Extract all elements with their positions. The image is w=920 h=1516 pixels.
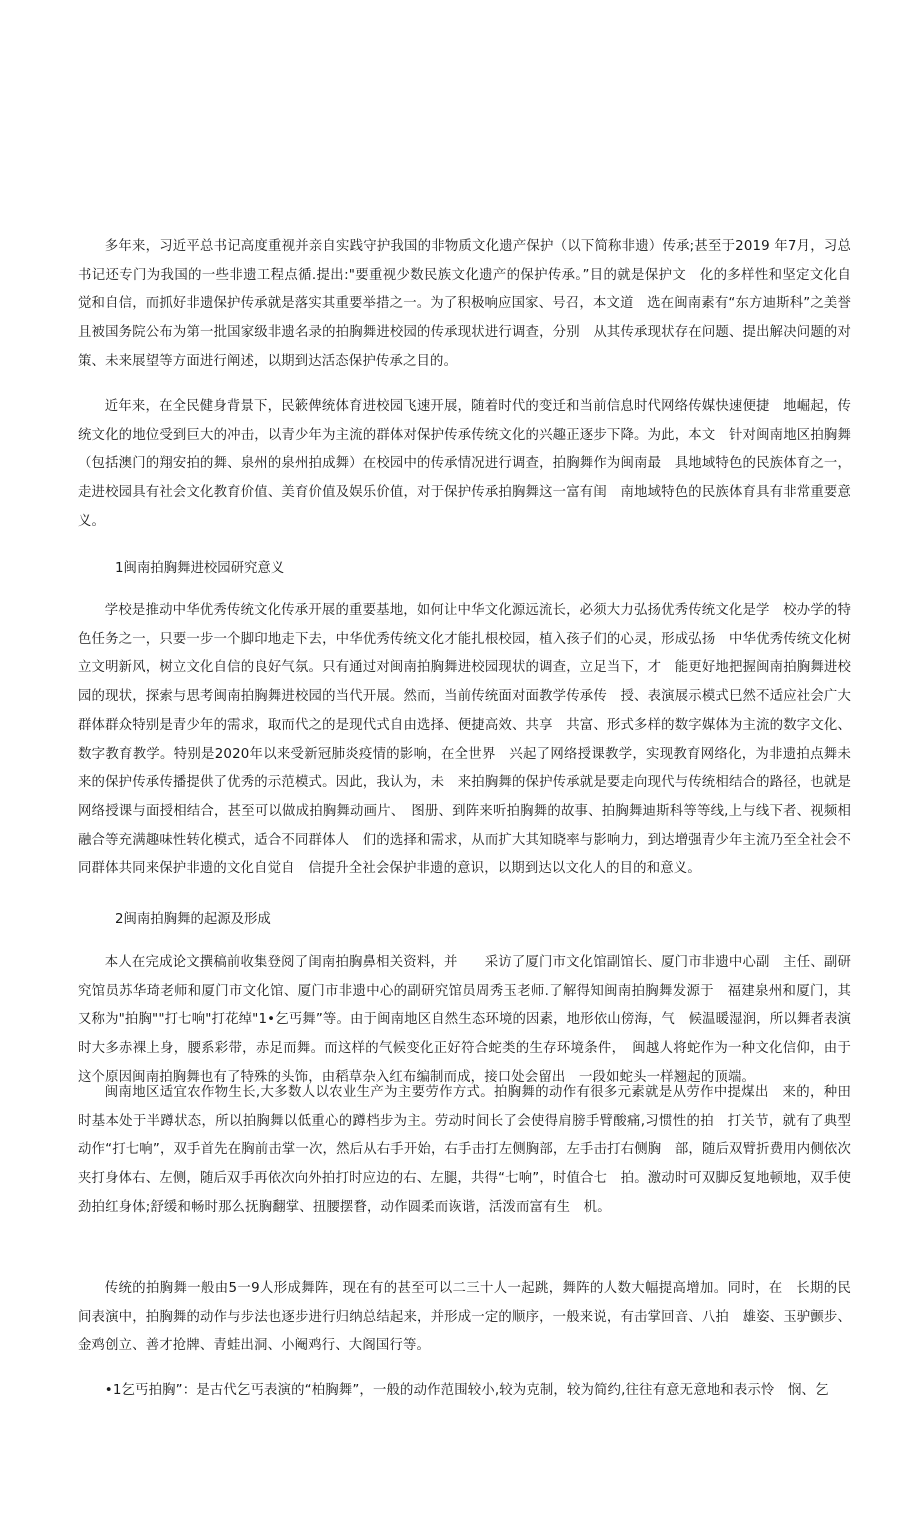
origin-paragraph: 本人在完成论文撰稿前收集登阅了闺南拍胸鼻相关资料，并 采访了厦门市文化馆副馆长、厦门市非遗中心副 主任、副研究馆员苏华琦老师和厦门市文化馆、厦门市非遗中心的副研究馆员周秀玉老师.了解得知闽南拍胸舞发源于 福建泉州和厦门，其又称为"拍胸""打七响"打花绰"1•乞丐舞”等。由于闽南地区自然生态环境的因素，地形依山傍海，气 候温暖湿润，所以舞者表演时大多赤裸上身，腰系彩带，赤足而舞。而这样的气候变化正好符合蛇类的生存环境条件， 闽越人将蛇作为一种文化信仰，由于这个原因闽南拍胸舞也有了特殊的头饰，由稻草杂入红布编制而成，接口处会留出 一段如蛇头一样翘起的顶端。 — [78, 955, 851, 1085]
significance-paragraph: 学校是推动中华优秀传统文化传承开展的重要基地，如何让中华文化源远流长，必须大力弘扬优秀传统文化是学 校办学的特色任务之一，只要一步一个脚印地走下去，中华优秀传统文化才能扎根校园，植入孩子们的心灵，形成弘扬 中华优秀传统文化树立文明新风，树立文化自信的良好气氛。只有通过对闽南拍胸舞进校园现状的调查，立足当下，才 能更好地把握闽南拍胸舞进校园的现状，探索与思考闽南拍胸舞进校园的当代开展。然而，当前传统面对面教学传承传 授、表演展示模式巳然不适应社会广大群体群众特别是青少年的需求，取而代之的是现代式自由选择、便捷高效、共享 共富、形式多样的数字媒体为主流的数字文化、数字教育教学。特别是2020年以来受新冠肺炎疫情的影响，在全世界 兴起了网络授课教学，实现教育网络化，为非遗拍点舞未来的保护传承传播提供了优秀的示范模式。因此，我认为，未 来拍胸舞的保护传承就是要走向现代与传统相结合的路径，也就是网络授课与面授相结合，甚至可以做成拍胸舞动画片、 图册、到阵来听拍胸舞的故事、拍胸舞迪斯科等等线,上与线下者、视频相融合等充满趣味性转化模式，适合不同群体人 们的选择和需求，从而扩大其知晓率与影响力，到达增强青少年主流乃至全社会不同群体共同来保护非遗的文化自觉自 信提升全社会保护非遗的意识，以期到达以文化人的目的和意义。 — [78, 603, 851, 877]
section-heading-2: 2闽南拍胸舞的起源及形成 — [115, 912, 271, 927]
background-paragraph: 近年来，在全民健身背景下，民簌俾统体育进校园飞速开展，随着时代的变迁和当前信息时代网络传媒快速便捷 地崛起，传统文化的地位受到巨大的冲击，以青少年为主流的群体对保护传承传统文化的兴趣正逐步下降。为此，本文 针对闽南地区拍胸舞（包括澳门的翔安拍的舞、泉州的泉州拍成舞）在校园中的传承情况进行调查，拍胸舞作为闽南最 具地域特色的民族体育之一，走进校园具有社会文化教育价值、美育价值及娱乐价值，对于保护传承拍胸舞这一富有闺 南地域特色的民族体育具有非常重要意义。 — [78, 399, 851, 529]
intro-paragraph: 多年来，习近平总书记高度重视并亲自实践守护我国的非物质文化遗产保护（以下简称非遗）传承;甚至于2019 年7月，习总书记还专门为我国的一些非遗工程点循.提出:"要重视少数民族文化遗产的保护传承。”目的就是保护文 化的多样性和坚定文化自觉和自信，而抓好非遗保护传承就是落实其重要举措之一。为了积极响应国家、号召，本文道 选在闽南素有“东方迪斯科”之美誉且被国务院公布为第一批国家级非遗名录的拍胸舞进校园的传承现状进行调查，分别 从其传承现状存在问题、提出解决问题的对策、未来展望等方面进行阐述，以期到达活态保护传承之目的。 — [78, 239, 851, 369]
beggar-dance-paragraph: •1乞丐拍胸”：是古代乞丐表演的“柏胸舞”，一般的动作范围较小,较为克制，较为简约,往往有意无意地和表示怜 悯、乞 — [104, 1383, 829, 1398]
formation-paragraph: 传统的拍胸舞一般由5一9人形成舞阵，现在有的甚至可以二三十人一起跳，舞阵的人数大幅提高增加。同时，在 长期的民间表演中，拍胸舞的动作与步法也逐步进行归纳总结起来，并形成一定的顺序，一般来说，有击掌回音、八拍 雄姿、玉驴颤步、金鸡创立、善才抢牌、青蛙出洞、小阉鸡行、大阁国行等。 — [78, 1281, 851, 1354]
section-heading-1: 1闽南拍胸舞进校园研究意义 — [115, 561, 285, 576]
movement-paragraph: 闽南地区适宜农作物生长,大多数人以农业生产为主要劳作方式。拍胸舞的动作有很多元素就是从劳作中提煤出 来的，种田时基本处于半蹲状态，所以拍胸舞以低重心的蹲档步为主。劳动时间长了会使得肩膀手臂酸痛,习惯性的拍 打关节，就有了典型动作“打七响”，双手首先在胸前击掌一次，然后从右手开始，右手击打左侧胸部，左手击打右侧胸 部，随后双臂折费用内侧依次夹打身体右、左侧，随后双手再依次向外拍打时应边的右、左腿，共得“七响”，时值合七 拍。激动时可双脚反复地顿地，双手使劲拍红身体;舒缓和畅时那么抚胸翻掌、扭腰摆瞀，动作圆柔而诙谐，活泼而富有生 机。 — [78, 1085, 851, 1215]
